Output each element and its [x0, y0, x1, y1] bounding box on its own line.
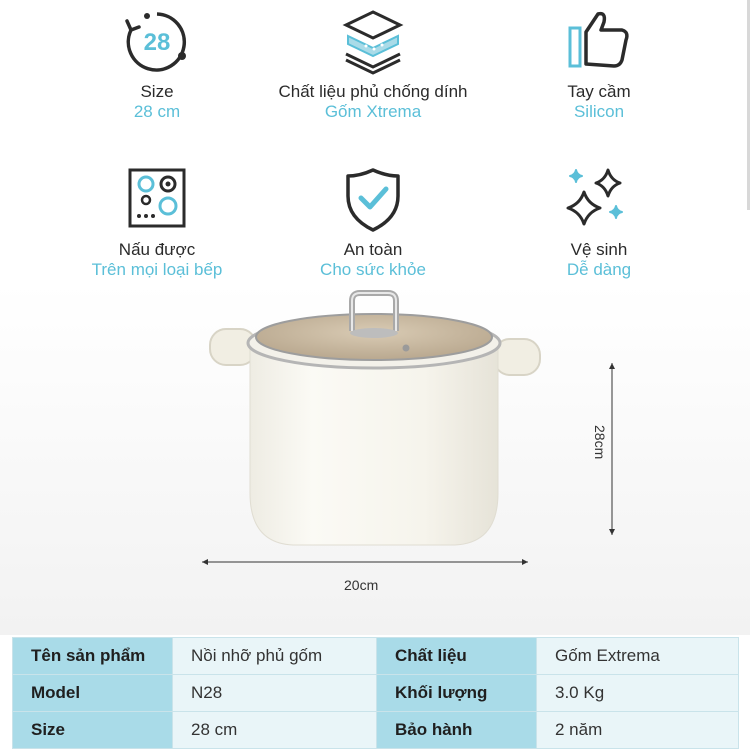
spec-label: Khối lượng [377, 675, 537, 712]
svg-text:28: 28 [143, 29, 171, 56]
spec-value: Nồi nhỡ phủ gốm [173, 638, 377, 675]
spec-value: 2 năm [537, 712, 739, 749]
table-row [13, 712, 739, 749]
spec-label: Chất liệu [377, 638, 537, 675]
feature-value: Dễ dàng [566, 260, 632, 279]
spec-value: 3.0 Kg [537, 675, 739, 712]
feature-title: Vệ sinh [570, 240, 628, 259]
feature-title: An toàn [343, 240, 403, 259]
feature-title: Chất liệu phủ chống dính [278, 82, 468, 101]
spec-value: 28 cm [173, 712, 377, 749]
feature-safety [253, 166, 493, 280]
spec-table [12, 637, 739, 749]
height-dimension-label: 28cm [592, 425, 608, 460]
feature-value: Cho sức khỏe [320, 260, 426, 279]
spec-value: Gốm Extrema [537, 638, 739, 675]
spec-value: N28 [173, 675, 377, 712]
feature-value: 28 cm [133, 102, 181, 121]
stovetop-icon [122, 166, 192, 234]
feature-value: Gốm Xtrema [324, 102, 422, 121]
spec-label: Tên sản phẩm [13, 638, 173, 675]
feature-value: Trên mọi loại bếp [91, 260, 223, 279]
feature-cleaning [479, 166, 719, 280]
feature-stovetop [37, 166, 277, 280]
nonstick-layers-icon [338, 8, 408, 76]
spec-label: Size [13, 712, 173, 749]
width-dimension-label: 20cm [344, 577, 379, 593]
spec-label: Bảo hành [377, 712, 537, 749]
table-row [13, 638, 739, 675]
size-28-icon [122, 8, 192, 76]
feature-size [37, 8, 277, 122]
feature-value: Silicon [573, 102, 625, 121]
thumbs-up-icon [564, 8, 634, 76]
shield-check-icon [338, 166, 408, 234]
spec-label: Model [13, 675, 173, 712]
product-photo-area [0, 283, 750, 635]
feature-handle [479, 8, 719, 122]
table-row [13, 675, 739, 712]
sparkle-icon [564, 166, 634, 234]
feature-title: Size [140, 82, 174, 101]
feature-title: Tay cầm [567, 82, 631, 101]
feature-title: Nấu được [118, 240, 196, 259]
feature-coating [253, 8, 493, 122]
